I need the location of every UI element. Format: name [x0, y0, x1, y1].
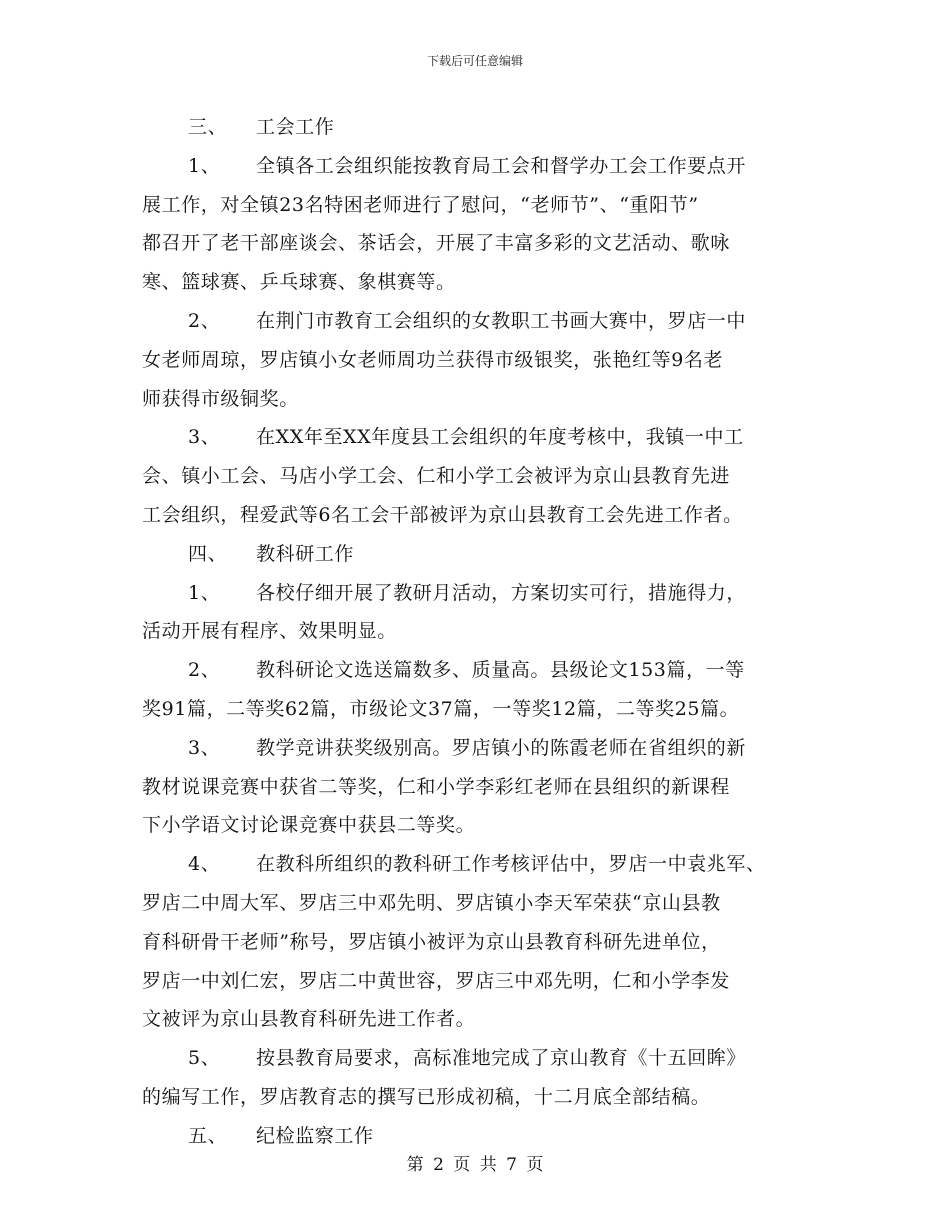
paragraph-line — [142, 729, 822, 768]
footer-suffix: 页 — [526, 1155, 544, 1175]
paragraph-line: 工会组织，程爱武等6名工会干部被评为京山县教育工会先进工作者。 — [142, 503, 743, 526]
paragraph-text: 在荆门市教育工会组织的女教职工书画大赛中，罗店一中 — [256, 309, 747, 332]
footer-total-word: 共 — [479, 1155, 497, 1175]
current-page-number: 2 — [433, 1155, 444, 1175]
paragraph-line: 展工作，对全镇23名特困老师进行了慰问，“老师节”、“重阳节” — [142, 193, 699, 216]
paragraph-line: 文被评为京山县教育科研先进工作者。 — [142, 1008, 476, 1031]
paragraph-line: 的编写工作，罗店教育志的撰写已形成初稿，十二月底全部结稿。 — [142, 1085, 711, 1108]
item-number: 4、 — [188, 853, 221, 876]
paragraph-line: 奖91篇，二等奖62篇，市级论文37篇，一等奖12篇，二等奖25篇。 — [142, 697, 740, 720]
item-number: 1、 — [188, 154, 221, 177]
section-heading — [142, 535, 822, 574]
paragraph-line — [142, 147, 822, 186]
paragraph-line — [142, 574, 822, 613]
paragraph-text: 教学竞讲获奖级别高。罗店镇小的陈霞老师在省组织的新 — [256, 736, 747, 759]
paragraph-line: 活动开展有程序、效果明显。 — [142, 620, 397, 643]
paragraph-line — [142, 651, 822, 690]
item-number: 3、 — [188, 736, 221, 759]
paragraph-line: 罗店二中周大军、罗店三中邓先明、罗店镇小李天军荣获“京山县教 — [142, 891, 721, 914]
section-title: 纪检监察工作 — [256, 1124, 374, 1147]
paragraph-line — [142, 418, 822, 457]
document-body — [142, 108, 822, 1156]
item-number: 5、 — [188, 1047, 221, 1070]
paragraph-text: 各校仔细开展了教研月活动，方案切实可行，措施得力， — [256, 581, 747, 604]
item-number: 2、 — [188, 659, 221, 682]
section-heading — [142, 108, 822, 147]
item-number: 1、 — [188, 581, 221, 604]
section-number: 三、 — [188, 116, 228, 138]
paragraph-line: 育科研骨干老师”称号，罗店镇小被评为京山县教育科研先进单位， — [142, 930, 721, 953]
paragraph-text: 在XX年至XX年度县工会组织的年度考核中，我镇一中工 — [256, 426, 744, 449]
paragraph-line — [142, 302, 822, 341]
paragraph-line: 会、镇小工会、马店小学工会、仁和小学工会被评为京山县教育先进 — [142, 465, 731, 488]
section-title: 教科研工作 — [256, 542, 355, 565]
paragraph-line — [142, 845, 822, 884]
paragraph-text: 按县教育局要求，高标准地完成了京山教育《十五回眸》 — [256, 1047, 747, 1070]
section-number: 五、 — [188, 1124, 228, 1147]
paragraph-line: 女老师周琼，罗店镇小女老师周功兰获得市级银奖，张艳红等9名老 — [142, 348, 724, 371]
paragraph-line: 下小学语文讨论课竞赛中获县二等奖。 — [142, 814, 476, 837]
paragraph-line — [142, 1039, 822, 1078]
paragraph-line: 罗店一中刘仁宏，罗店二中黄世容，罗店三中邓先明，仁和小学李发 — [142, 969, 731, 992]
item-number: 2、 — [188, 309, 221, 332]
paragraph-line: 都召开了老干部座谈会、茶话会，开展了丰富多彩的文艺活动、歌咏 — [142, 232, 731, 255]
paragraph-text: 教科研论文选送篇数多、质量高。县级论文153篇，一等 — [256, 659, 745, 682]
footer-page-word: 页 — [453, 1155, 471, 1175]
section-title: 工会工作 — [256, 116, 335, 138]
item-number: 3、 — [188, 426, 221, 449]
footer-prefix: 第 — [406, 1155, 424, 1175]
paragraph-line: 教材说课竞赛中获省二等奖，仁和小学李彩红老师在县组织的新课程 — [142, 775, 731, 798]
paragraph-line: 师获得市级铜奖。 — [142, 387, 299, 410]
total-page-number: 7 — [506, 1155, 517, 1175]
section-heading — [142, 1117, 822, 1156]
page-footer — [0, 1154, 950, 1176]
paragraph-line: 寒、篮球赛、乒乓球赛、象棋赛等。 — [142, 271, 456, 294]
section-number: 四、 — [188, 542, 228, 565]
paragraph-text: 全镇各工会组织能按教育局工会和督学办工会工作要点开 — [256, 154, 747, 177]
header-note: 下载后可任意编辑 — [426, 54, 523, 68]
paragraph-text: 在教科所组织的教科研工作考核评估中，罗店一中袁兆军、 — [256, 853, 766, 876]
